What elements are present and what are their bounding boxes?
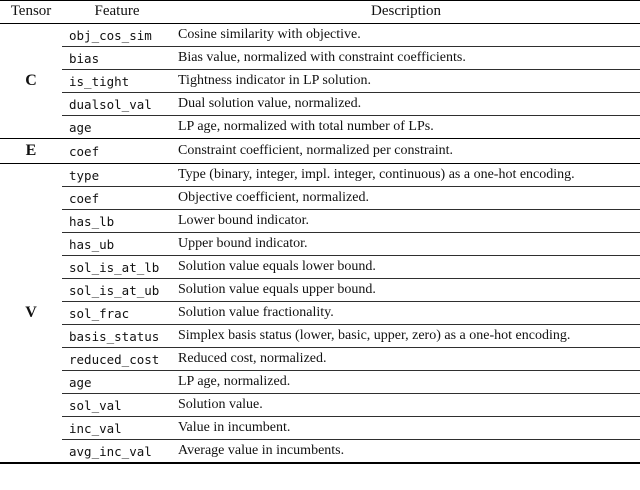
- feature-cell: type: [62, 164, 172, 187]
- table-row: [0, 93, 640, 116]
- table-row: [0, 187, 640, 210]
- column-header-tensor: Tensor: [0, 1, 62, 24]
- feature-cell: sol_val: [62, 394, 172, 417]
- feature-cell: sol_is_at_ub: [62, 279, 172, 302]
- description-cell: Solution value.: [172, 394, 640, 417]
- description-cell: Solution value equals upper bound.: [172, 279, 640, 302]
- table-row: [0, 256, 640, 279]
- table-row: [0, 371, 640, 394]
- table-row: [0, 302, 640, 325]
- feature-cell: obj_cos_sim: [62, 24, 172, 47]
- feature-cell: age: [62, 371, 172, 394]
- feature-cell: sol_frac: [62, 302, 172, 325]
- tensor-label-v: V: [0, 164, 62, 464]
- feature-cell: dualsol_val: [62, 93, 172, 116]
- table-row: [0, 116, 640, 139]
- table-row: [0, 210, 640, 233]
- description-cell: Lower bound indicator.: [172, 210, 640, 233]
- description-cell: Constraint coefficient, normalized per constraint.: [172, 139, 640, 164]
- feature-cell: coef: [62, 187, 172, 210]
- description-cell: Simplex basis status (lower, basic, upper, zero) as a one-hot encoding.: [172, 325, 640, 348]
- description-cell: Bias value, normalized with constraint coefficients.: [172, 47, 640, 70]
- feature-cell: sol_is_at_lb: [62, 256, 172, 279]
- description-cell: Dual solution value, normalized.: [172, 93, 640, 116]
- table-row: [0, 24, 640, 47]
- description-cell: Upper bound indicator.: [172, 233, 640, 256]
- description-cell: LP age, normalized with total number of LPs.: [172, 116, 640, 139]
- description-cell: Average value in incumbents.: [172, 440, 640, 464]
- table-row: [0, 70, 640, 93]
- description-cell: Cosine similarity with objective.: [172, 24, 640, 47]
- feature-cell: age: [62, 116, 172, 139]
- table-row: [0, 139, 640, 164]
- description-cell: Value in incumbent.: [172, 417, 640, 440]
- description-cell: Solution value equals lower bound.: [172, 256, 640, 279]
- description-cell: Reduced cost, normalized.: [172, 348, 640, 371]
- feature-cell: has_lb: [62, 210, 172, 233]
- column-header-feature: Feature: [62, 1, 172, 24]
- description-cell: LP age, normalized.: [172, 371, 640, 394]
- description-cell: Objective coefficient, normalized.: [172, 187, 640, 210]
- description-cell: Solution value fractionality.: [172, 302, 640, 325]
- feature-cell: reduced_cost: [62, 348, 172, 371]
- description-cell: Type (binary, integer, impl. integer, continuous) as a one-hot encoding.: [172, 164, 640, 187]
- table-row: [0, 348, 640, 371]
- table-row: [0, 417, 640, 440]
- feature-cell: avg_inc_val: [62, 440, 172, 464]
- header-row: [0, 1, 640, 24]
- description-cell: Tightness indicator in LP solution.: [172, 70, 640, 93]
- feature-cell: coef: [62, 139, 172, 164]
- table-row: [0, 47, 640, 70]
- feature-cell: has_ub: [62, 233, 172, 256]
- feature-cell: is_tight: [62, 70, 172, 93]
- tensor-label-e: E: [0, 139, 62, 164]
- table-row: [0, 279, 640, 302]
- table-row: [0, 440, 640, 464]
- feature-cell: bias: [62, 47, 172, 70]
- table-row: [0, 394, 640, 417]
- feature-cell: basis_status: [62, 325, 172, 348]
- table-row: [0, 164, 640, 187]
- feature-cell: inc_val: [62, 417, 172, 440]
- column-header-description: Description: [172, 1, 640, 24]
- table-row: [0, 233, 640, 256]
- tensor-label-c: C: [0, 24, 62, 139]
- table-row: [0, 325, 640, 348]
